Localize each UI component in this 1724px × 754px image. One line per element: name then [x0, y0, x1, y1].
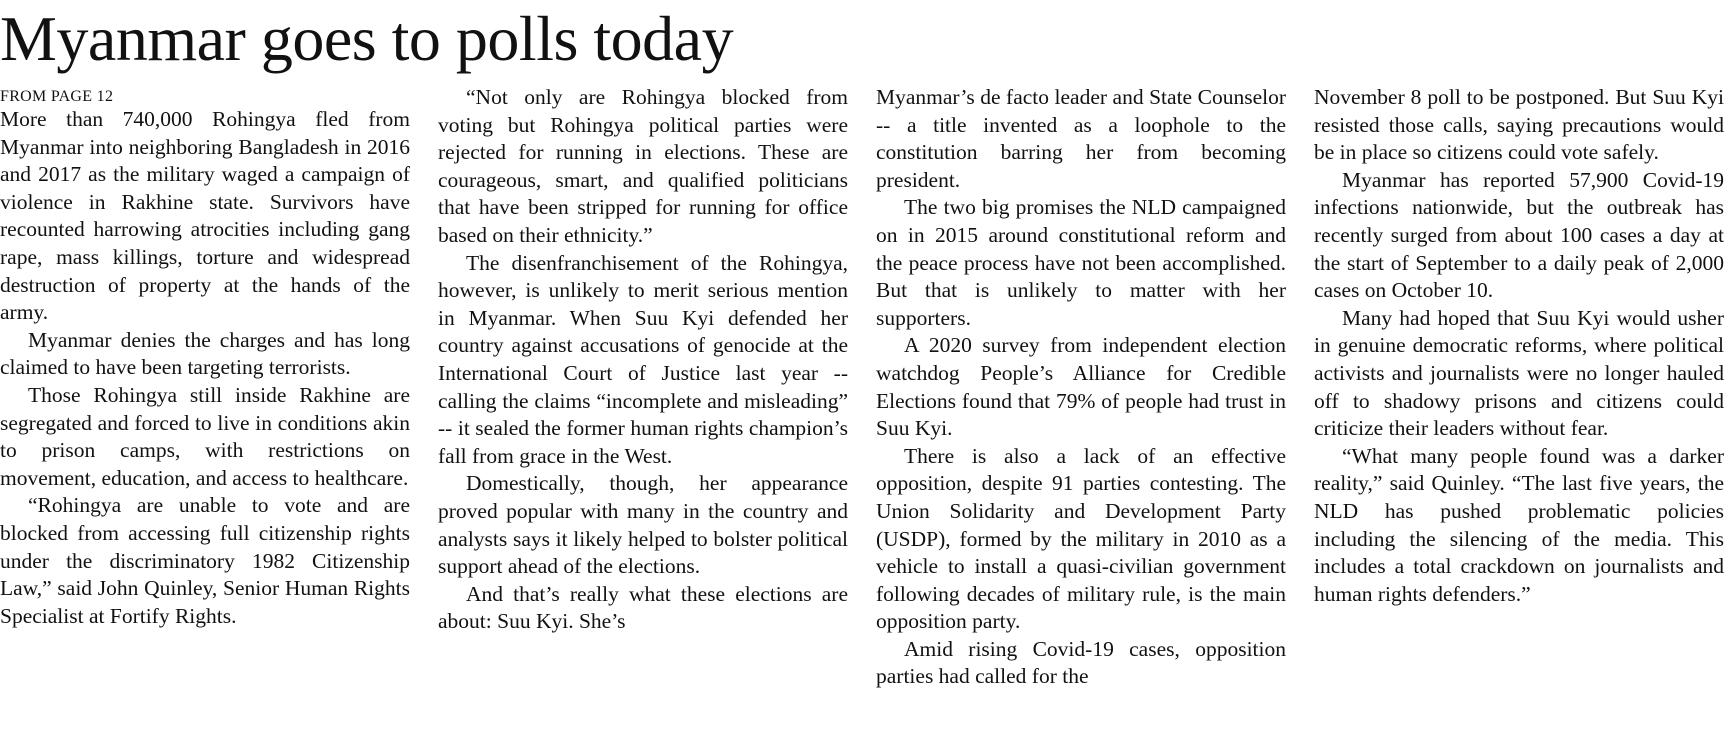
- article-paragraph: Those Rohingya still inside Rakhine are segregated and forced to live in conditions akin to prison camps, with restrictions on movement, education, and access to healthcare.: [0, 382, 410, 490]
- article-column-3: [876, 84, 1286, 754]
- article-column-2: [438, 84, 848, 754]
- article-paragraph: Myanmar has reported 57,900 Covid-19 infections nationwide, but the outbreak has recently surged from about 100 cases a day at the start of September to a daily peak of 2,000 cases on October 10.: [1314, 167, 1724, 303]
- article-paragraph: A 2020 survey from independent election watchdog People’s Alliance for Credible Elections found that 79% of people had trust in Suu Kyi.: [876, 333, 1286, 441]
- article-paragraph: “What many people found was a darker reality,” said Quinley. “The last five years, the NLD has pushed problematic policies including the silencing of the media. This includes a total crackdown on journalists and human rights defenders.”: [1314, 443, 1724, 606]
- article-paragraph: “Not only are Rohingya blocked from voting but Rohingya political parties were rejected for running in elections. These are courageous, smart, and qualified politicians that have been stripped for running for office based on their ethnicity.”: [438, 85, 848, 247]
- article-paragraph: There is also a lack of an effective opposition, despite 91 parties contesting. The Union Solidarity and Development Party (USDP), formed by the military in 2010 as a vehicle to install a quasi-civilian government following decades of military rule, is the main opposition party.: [876, 443, 1286, 634]
- article-paragraph: “Rohingya are unable to vote and are blocked from accessing full citizenship rights under the discriminatory 1982 Citizenship Law,” said John Quinley, Senior Human Rights Specialist at Fortify Rights.: [0, 493, 410, 628]
- article-paragraph: More than 740,000 Rohingya fled from Myanmar into neighboring Bangladesh in 2016 and 2017 as the military waged a campaign of violence in Rakhine state. Survivors have recounted harrowing atrocities including gang rape, mass killings, torture and widespread destruction of property at the hands of the army.: [0, 107, 410, 325]
- article-paragraph: November 8 poll to be postponed. But Suu Kyi resisted those calls, saying precautions would be in place so citizens could vote safely.: [1314, 85, 1724, 165]
- dateline: FROM PAGE 12: [0, 88, 114, 105]
- article-paragraph: Myanmar denies the charges and has long claimed to have been targeting terrorists.: [0, 327, 410, 380]
- article-paragraph: Domestically, though, her appearance proved popular with many in the country and analysts says it likely helped to bolster political support ahead of the elections.: [438, 471, 848, 579]
- headline: Myanmar goes to polls today: [0, 3, 734, 74]
- article-paragraph: The disenfranchisement of the Rohingya, however, is unlikely to merit serious mention in Myanmar. When Suu Kyi defended her country against accusations of genocide at the International Court of Justice last year -- calling the claims “incomplete and misleading” -- it sealed the former human rights champion’s fall from grace in the West.: [438, 250, 848, 468]
- article-paragraph: Many had hoped that Suu Kyi would usher in genuine democratic reforms, where political activists and journalists were no longer hauled off to shadowy prisons and citizens could criticize their leaders without fear.: [1314, 305, 1724, 441]
- article-paragraph: The two big promises the NLD campaigned on in 2015 around constitutional reform and the peace process have not been accomplished. But that is unlikely to matter with her supporters.: [876, 195, 1286, 330]
- article-paragraph: And that’s really what these elections are about: Suu Kyi. She’s: [438, 581, 848, 634]
- article-column-1: [0, 84, 410, 754]
- article-paragraph: Amid rising Covid-19 cases, opposition parties had called for the: [876, 636, 1286, 689]
- article-paragraph: Myanmar’s de facto leader and State Counselor -- a title invented as a loophole to the constitution barring her from becoming president.: [876, 85, 1286, 192]
- article-column-4: [1314, 84, 1724, 754]
